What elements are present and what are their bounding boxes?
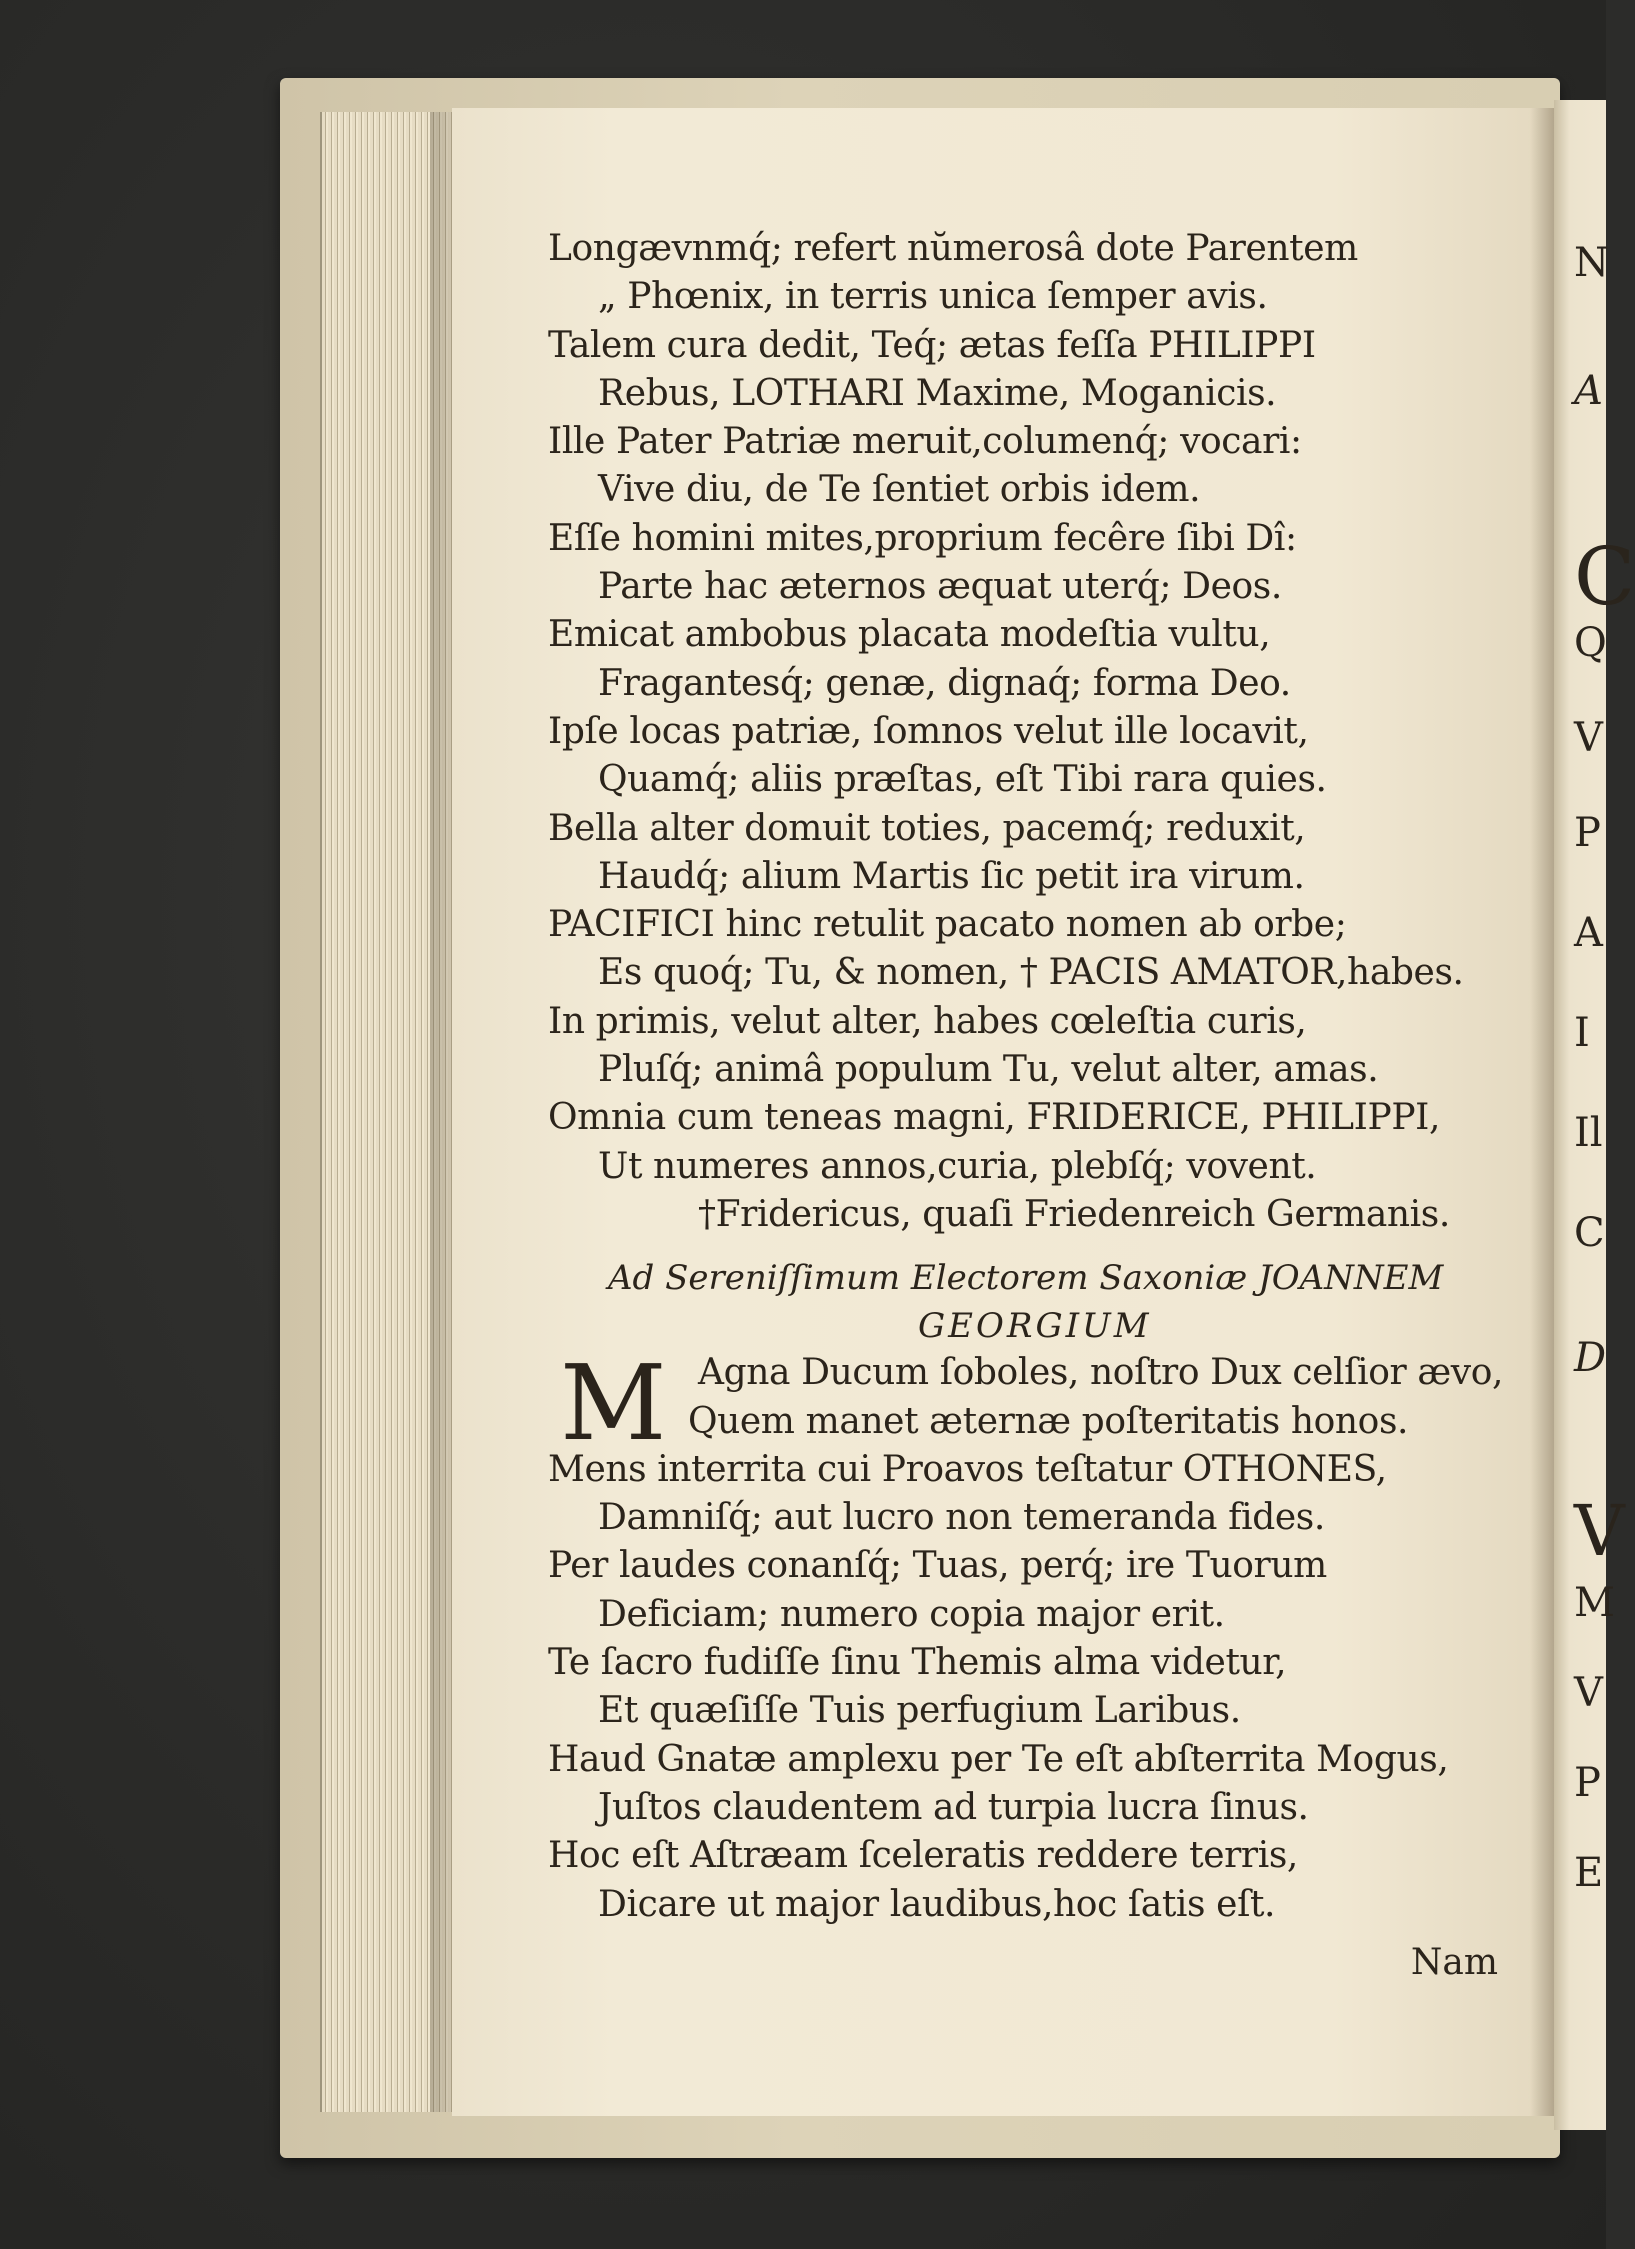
verse-line: „ Phœnix, in terris unica ſemper avis. [598,276,1268,318]
facing-fragment: V [1574,1670,1603,1716]
verse-line: Haudq́; alium Martis ſic petit ira virum. [598,855,1305,897]
facing-fragment: C [1574,530,1635,623]
facing-fragment: C [1574,1210,1605,1256]
facing-fragment: P [1574,810,1601,856]
poem-heading-continued: GEORGIUM [918,1306,1152,1347]
verse-line: Per laudes conanſq́; Tuas, perq́; ire Tuorum [548,1545,1327,1587]
verse-line: Ille Pater Patriæ meruit,columenq́; vocari: [548,421,1302,463]
verse-line: Agna Ducum ſoboles, noſtro Dux celſior ævo, [698,1352,1504,1394]
verse-line: Et quæſiſſe Tuis perfugium Laribus. [598,1690,1241,1732]
facing-fragment: M [1574,1580,1615,1626]
facing-fragment: P [1574,1760,1601,1806]
verse-line: Vive diu, de Te ſentiet orbis idem. [598,469,1201,511]
verse-line: Haud Gnatæ amplexu per Te eſt abſterrita Mogus, [548,1738,1449,1780]
facing-fragment: N [1574,240,1609,286]
poem-two [548,1342,1538,1929]
verse-line: Omnia cum teneas magni, FRIDERICE, PHILIPPI, [548,1097,1441,1139]
verse-line: Mens interrita cui Proavos teſtatur OTHONES, [548,1448,1387,1490]
verse-line: Eſſe homini mites,proprium fecêre ſibi Dî: [548,517,1297,559]
poem-heading: Ad Sereniſſimum Electorem Saxoniæ JOANNEM [608,1258,1444,1299]
facing-page [1554,100,1635,2130]
verse-line: Ipſe locas patriæ, ſomnos velut ille locavit, [548,710,1309,752]
poem-one [548,225,1538,1239]
catchword: Nam [1410,1941,1498,1983]
verse-line: Emicat ambobus placata modeſtia vultu, [548,614,1271,656]
verse-line: PACIFICI hinc retulit pacato nomen ab orbe; [548,904,1347,946]
verse-line: Talem cura dedit, Teq́; ætas feſſa PHILIPPI [548,324,1316,366]
facing-fragment: Il [1574,1110,1603,1156]
facing-fragment: V [1574,1490,1625,1572]
facing-fragment: E [1574,1850,1604,1896]
verse-line: In primis, velut alter, habes cœleſtia curis, [548,1000,1307,1042]
page-text [548,225,1538,1987]
verse-line: Pluſq́; animâ populum Tu, velut alter, amas. [598,1049,1379,1091]
verse-line: Hoc eſt Aſtræam ſceleratis reddere terris, [548,1835,1298,1877]
verse-line: Fragantesq́; genæ, dignaq́; forma Deo. [598,662,1291,704]
verse-line: Longævnmq́; refert nŭmerosâ dote Parentem [548,228,1358,269]
drop-cap: M [560,1342,667,1465]
verse-line: Rebus, LOTHARI Maxime, Moganicis. [598,372,1277,414]
facing-fragment: D [1574,1335,1607,1381]
verse-line: Dicare ut major laudibus,hoc ſatis eſt. [598,1883,1276,1925]
facing-fragment: V [1574,715,1603,761]
footnote-line: †Fridericus, quaſi Friedenreich Germanis. [698,1193,1450,1235]
facing-fragment: I [1574,1010,1590,1056]
verse-line: Te ſacro fudiſſe ſinu Themis alma videtur, [548,1642,1287,1684]
facing-fragment: A [1574,910,1603,956]
verse-line: Deficiam; numero copia major erit. [598,1593,1225,1635]
verse-line: Damniſq́; aut lucro non temeranda fides. [598,1497,1325,1539]
verse-line: Quamq́; aliis præſtas, eſt Tibi rara quies. [598,759,1327,801]
verse-line: Parte hac æternos æquat uterq́; Deos. [598,566,1282,608]
verse-line: Es quoq́; Tu, & nomen, † PACIS AMATOR,habes. [598,952,1464,994]
verse-line: Bella alter domuit toties, pacemq́; reduxit, [548,807,1306,849]
facing-fragment: Q [1574,620,1607,666]
verse-line: Juſtos claudentem ad turpia lucra ſinus. [598,1786,1309,1828]
verse-line: Quem manet æternæ poſteritatis honos. [688,1400,1409,1442]
verse-line: Ut numeres annos,curia, plebſq́; vovent. [598,1145,1317,1187]
facing-fragment: A [1574,368,1603,414]
